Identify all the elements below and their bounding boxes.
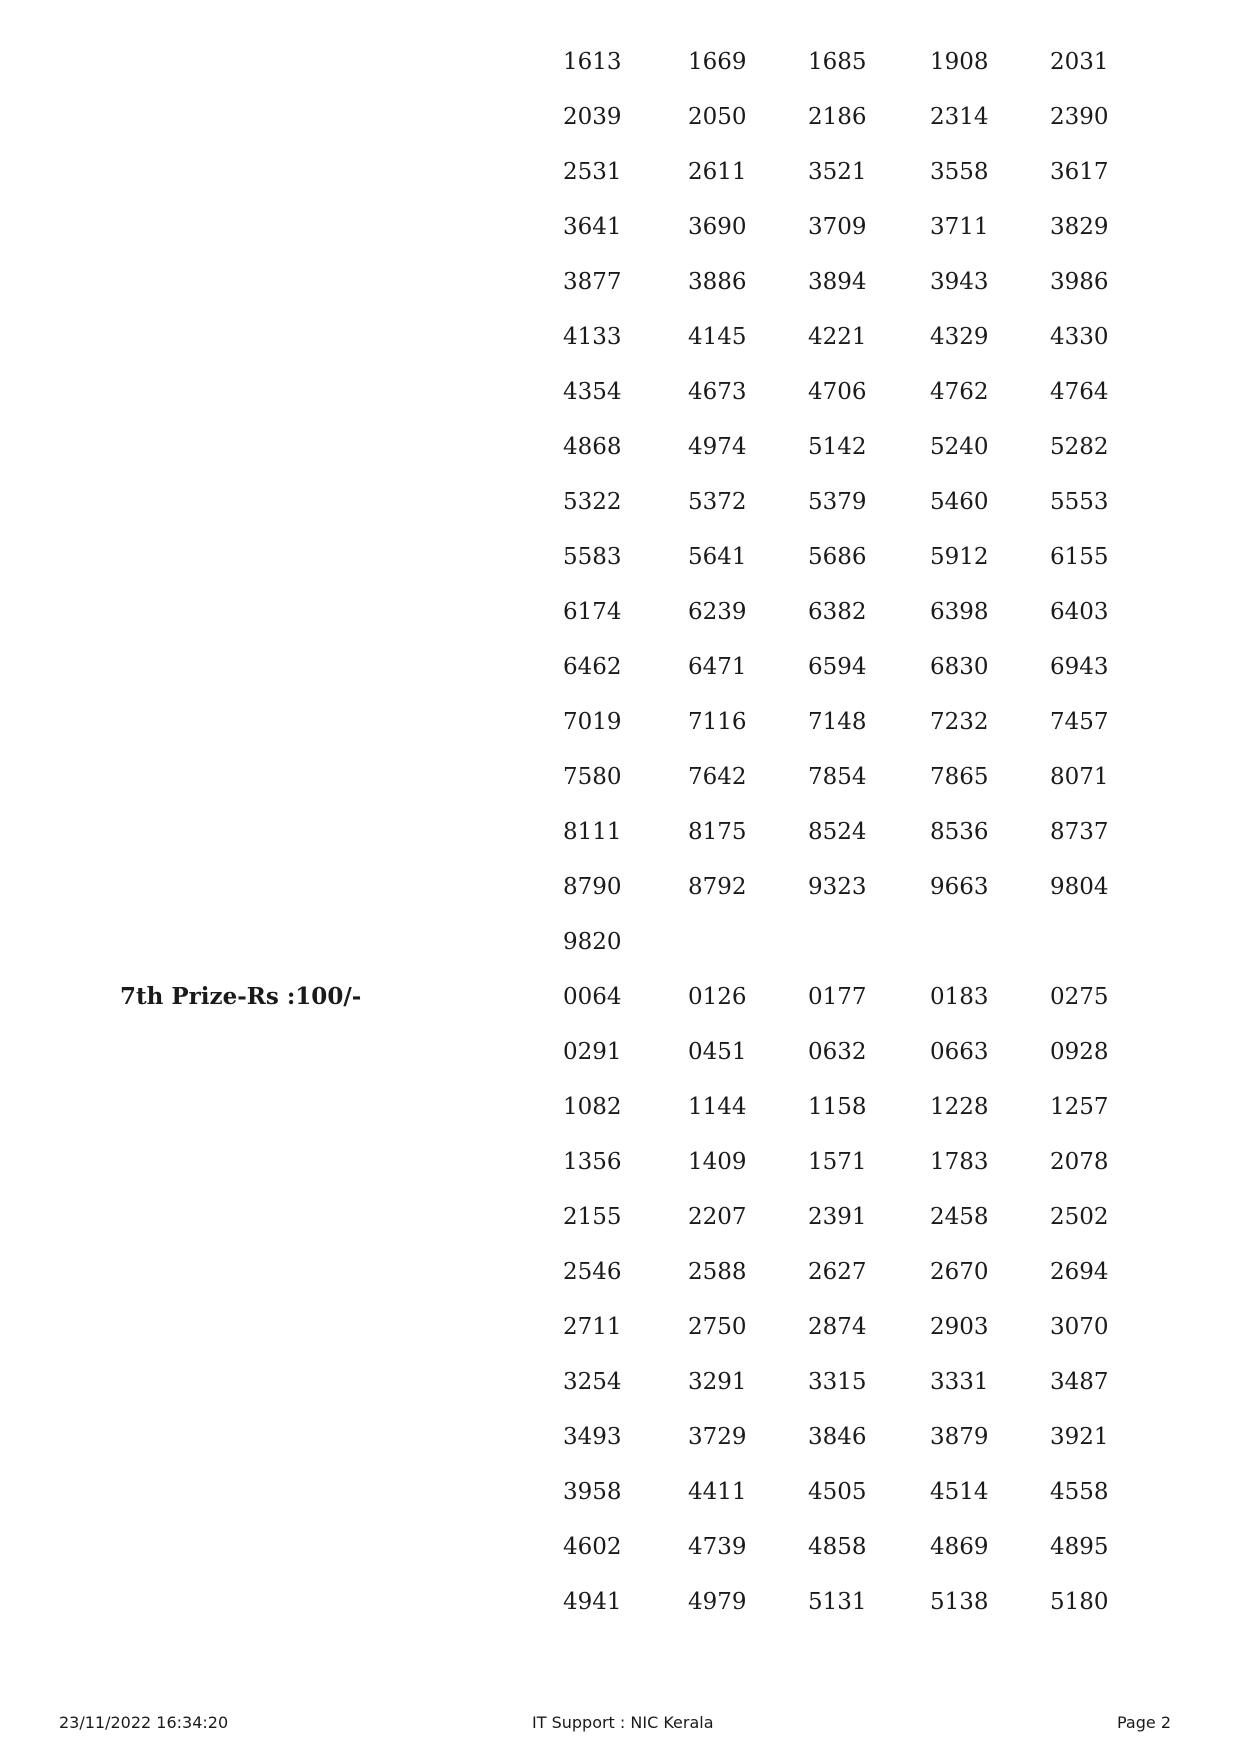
winning-number: 4941 [563, 1589, 622, 1615]
winning-number: 2050 [688, 104, 747, 130]
number-row [0, 1087, 1241, 1127]
winning-number: 3254 [563, 1369, 622, 1395]
winning-number: 6471 [688, 654, 747, 680]
winning-number: 9663 [930, 874, 989, 900]
winning-number: 1669 [688, 49, 747, 75]
winning-number: 8524 [808, 819, 867, 845]
winning-number: 6830 [930, 654, 989, 680]
winning-number: 3641 [563, 214, 622, 240]
winning-number: 1082 [563, 1094, 622, 1120]
number-row [0, 1472, 1241, 1512]
winning-number: 8536 [930, 819, 989, 845]
winning-number: 2531 [563, 159, 622, 185]
winning-number: 5131 [808, 1589, 867, 1615]
winning-number: 6943 [1050, 654, 1109, 680]
winning-number: 6462 [563, 654, 622, 680]
number-row [0, 922, 1241, 962]
number-row [0, 977, 1241, 1017]
number-row [0, 1142, 1241, 1182]
winning-number: 2502 [1050, 1204, 1109, 1230]
winning-number: 0291 [563, 1039, 622, 1065]
winning-number: 2207 [688, 1204, 747, 1230]
number-row [0, 1307, 1241, 1347]
winning-number: 4133 [563, 324, 622, 350]
winning-number: 6155 [1050, 544, 1109, 570]
winning-number: 4329 [930, 324, 989, 350]
winning-number: 3846 [808, 1424, 867, 1450]
winning-number: 2588 [688, 1259, 747, 1285]
winning-number: 3070 [1050, 1314, 1109, 1340]
winning-number: 2711 [563, 1314, 622, 1340]
winning-number: 0064 [563, 984, 622, 1010]
winning-number: 7116 [688, 709, 747, 735]
winning-number: 6239 [688, 599, 747, 625]
number-row [0, 317, 1241, 357]
winning-number: 2546 [563, 1259, 622, 1285]
number-row [0, 1417, 1241, 1457]
number-row [0, 1362, 1241, 1402]
winning-number: 7148 [808, 709, 867, 735]
winning-number: 5912 [930, 544, 989, 570]
number-row [0, 1527, 1241, 1567]
winning-number: 3617 [1050, 159, 1109, 185]
winning-number: 3877 [563, 269, 622, 295]
winning-number: 0177 [808, 984, 867, 1010]
winning-number: 7854 [808, 764, 867, 790]
winning-number: 1613 [563, 49, 622, 75]
number-row [0, 262, 1241, 302]
winning-number: 6398 [930, 599, 989, 625]
winning-number: 3558 [930, 159, 989, 185]
number-row [0, 1252, 1241, 1292]
winning-number: 1257 [1050, 1094, 1109, 1120]
winning-number: 5372 [688, 489, 747, 515]
winning-number: 7580 [563, 764, 622, 790]
winning-number: 4673 [688, 379, 747, 405]
prize-label: 7th Prize-Rs :100/- [120, 983, 362, 1010]
winning-number: 4221 [808, 324, 867, 350]
winning-number: 2391 [808, 1204, 867, 1230]
number-row [0, 812, 1241, 852]
winning-number: 1158 [808, 1094, 867, 1120]
number-row [0, 152, 1241, 192]
footer-support: IT Support : NIC Kerala [532, 1713, 714, 1732]
number-row [0, 482, 1241, 522]
winning-number: 2390 [1050, 104, 1109, 130]
winning-number: 7865 [930, 764, 989, 790]
number-row [0, 427, 1241, 467]
number-row [0, 537, 1241, 577]
winning-number: 7232 [930, 709, 989, 735]
winning-number: 1356 [563, 1149, 622, 1175]
winning-number: 8071 [1050, 764, 1109, 790]
number-row [0, 757, 1241, 797]
winning-number: 4354 [563, 379, 622, 405]
winning-number: 7457 [1050, 709, 1109, 735]
winning-number: 0451 [688, 1039, 747, 1065]
winning-number: 4514 [930, 1479, 989, 1505]
winning-number: 8790 [563, 874, 622, 900]
winning-number: 9804 [1050, 874, 1109, 900]
winning-number: 5142 [808, 434, 867, 460]
winning-number: 2039 [563, 104, 622, 130]
winning-number: 8792 [688, 874, 747, 900]
winning-number: 3986 [1050, 269, 1109, 295]
winning-number: 4858 [808, 1534, 867, 1560]
number-row [0, 867, 1241, 907]
winning-number: 2627 [808, 1259, 867, 1285]
winning-number: 0126 [688, 984, 747, 1010]
winning-number: 1571 [808, 1149, 867, 1175]
winning-number: 3829 [1050, 214, 1109, 240]
winning-number: 3487 [1050, 1369, 1109, 1395]
winning-number: 3709 [808, 214, 867, 240]
winning-number: 3921 [1050, 1424, 1109, 1450]
winning-number: 2458 [930, 1204, 989, 1230]
winning-number: 4505 [808, 1479, 867, 1505]
winning-number: 8111 [563, 819, 622, 845]
winning-number: 3958 [563, 1479, 622, 1505]
winning-number: 1685 [808, 49, 867, 75]
winning-number: 3711 [930, 214, 989, 240]
number-row [0, 97, 1241, 137]
winning-number: 5180 [1050, 1589, 1109, 1615]
number-row [0, 1197, 1241, 1237]
winning-number: 3943 [930, 269, 989, 295]
winning-number: 3894 [808, 269, 867, 295]
winning-number: 2611 [688, 159, 747, 185]
winning-number: 9323 [808, 874, 867, 900]
winning-number: 0183 [930, 984, 989, 1010]
winning-number: 3291 [688, 1369, 747, 1395]
winning-number: 5282 [1050, 434, 1109, 460]
winning-number: 2314 [930, 104, 989, 130]
winning-number: 3879 [930, 1424, 989, 1450]
winning-number: 1144 [688, 1094, 747, 1120]
number-row [0, 207, 1241, 247]
winning-number: 2903 [930, 1314, 989, 1340]
winning-number: 3886 [688, 269, 747, 295]
winning-number: 4762 [930, 379, 989, 405]
winning-number: 4869 [930, 1534, 989, 1560]
winning-number: 2078 [1050, 1149, 1109, 1175]
winning-number: 2031 [1050, 49, 1109, 75]
winning-number: 6382 [808, 599, 867, 625]
winning-number: 4974 [688, 434, 747, 460]
winning-number: 5553 [1050, 489, 1109, 515]
winning-number: 5583 [563, 544, 622, 570]
number-row [0, 42, 1241, 82]
winning-number: 3493 [563, 1424, 622, 1450]
winning-number: 2750 [688, 1314, 747, 1340]
winning-number: 4868 [563, 434, 622, 460]
winning-number: 1409 [688, 1149, 747, 1175]
winning-number: 5379 [808, 489, 867, 515]
winning-number: 6174 [563, 599, 622, 625]
winning-number: 5138 [930, 1589, 989, 1615]
winning-number: 7019 [563, 709, 622, 735]
winning-number: 0275 [1050, 984, 1109, 1010]
winning-number: 4979 [688, 1589, 747, 1615]
winning-number: 4330 [1050, 324, 1109, 350]
winning-number: 2874 [808, 1314, 867, 1340]
winning-number: 6594 [808, 654, 867, 680]
winning-number: 1783 [930, 1149, 989, 1175]
winning-number: 5641 [688, 544, 747, 570]
winning-number: 4145 [688, 324, 747, 350]
winning-number: 2694 [1050, 1259, 1109, 1285]
winning-number: 4706 [808, 379, 867, 405]
winning-number: 0663 [930, 1039, 989, 1065]
winning-number: 5460 [930, 489, 989, 515]
number-row [0, 1582, 1241, 1622]
winning-number: 8737 [1050, 819, 1109, 845]
winning-number: 2186 [808, 104, 867, 130]
winning-number: 3331 [930, 1369, 989, 1395]
winning-number: 8175 [688, 819, 747, 845]
winning-number: 4558 [1050, 1479, 1109, 1505]
winning-number: 2155 [563, 1204, 622, 1230]
footer-timestamp: 23/11/2022 16:34:20 [59, 1713, 229, 1732]
number-row [0, 372, 1241, 412]
winning-number: 3690 [688, 214, 747, 240]
winning-number: 1228 [930, 1094, 989, 1120]
winning-number: 0928 [1050, 1039, 1109, 1065]
winning-number: 3315 [808, 1369, 867, 1395]
winning-number: 5240 [930, 434, 989, 460]
winning-number: 4764 [1050, 379, 1109, 405]
winning-number: 4602 [563, 1534, 622, 1560]
winning-number: 2670 [930, 1259, 989, 1285]
number-row [0, 702, 1241, 742]
winning-number: 3521 [808, 159, 867, 185]
winning-number: 4895 [1050, 1534, 1109, 1560]
winning-number: 6403 [1050, 599, 1109, 625]
winning-number: 7642 [688, 764, 747, 790]
winning-number: 5322 [563, 489, 622, 515]
winning-number: 0632 [808, 1039, 867, 1065]
number-row [0, 647, 1241, 687]
number-row [0, 1032, 1241, 1072]
footer-page-number: Page 2 [1117, 1713, 1171, 1732]
winning-number: 3729 [688, 1424, 747, 1450]
winning-number: 4739 [688, 1534, 747, 1560]
winning-number: 9820 [563, 929, 622, 955]
winning-number: 5686 [808, 544, 867, 570]
number-row [0, 592, 1241, 632]
winning-number: 1908 [930, 49, 989, 75]
winning-number: 4411 [688, 1479, 747, 1505]
